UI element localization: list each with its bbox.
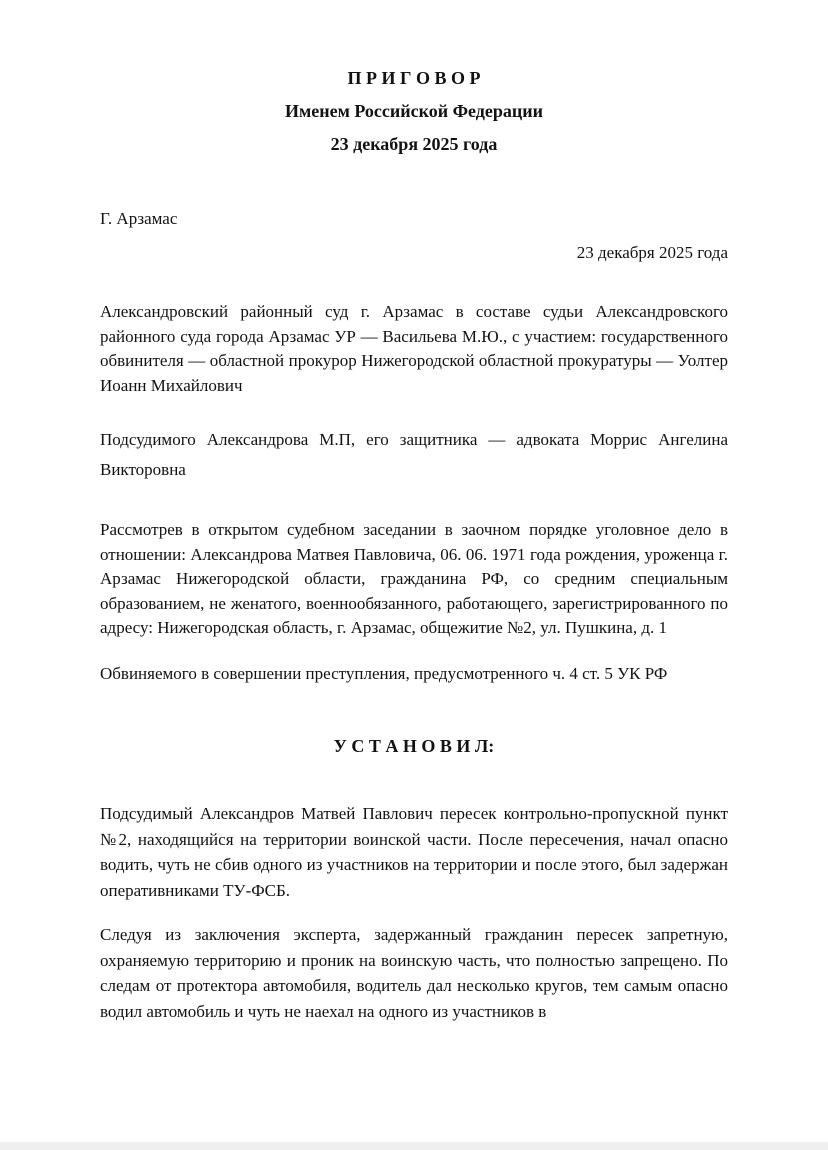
paragraph-facts-2: Следуя из заключения эксперта, задержанный гражданин пересек запретную, охраняемую территорию и проник на воинскую часть, что полностью запрещено. По следам от протектора автомобиля, водитель дал несколько кругов, тем самым опасно водил автомобиль и чуть не наехал на одного из участников в [100, 925, 728, 1021]
city-line: Г. Арзамас [100, 209, 178, 228]
date-line: 23 декабря 2025 года [576, 243, 728, 262]
paragraph-accusation: Обвиняемого в совершении преступления, предусмотренного ч. 4 ст. 5 УК РФ [100, 663, 668, 683]
section-heading-ustanovil: У С Т А Н О В И Л: [333, 736, 495, 756]
paragraph-case-review: Рассмотрев в открытом судебном заседании в заочном порядке уголовное дело в отношении: Александрова Матвея Павловича, 06. 06. 1971 года рождения, уроженца г. Арзамас Нижегородской области, гражданина РФ, со средним специальным образованием, не женатого, военнообязанного, работающего, зарегистрированного по адресу: Нижегородская область, г. Арзамас, общежитие №2, ул. Пушкина, д. 1 [100, 520, 728, 637]
verdict-title: П Р И Г О В О Р [347, 68, 481, 88]
header-date: 23 декабря 2025 года [330, 134, 498, 154]
paragraph-facts-1: Подсудимый Александров Матвей Павлович пересек контрольно-пропускной пункт №2, находящийся на территории воинской части. После пересечения, начал опасно водить, чуть не сбив одного из участников на территории и после этого, был задержан оперативниками ТУ-ФСБ. [100, 804, 728, 900]
paragraph-defendant: Подсудимого Александрова М.П, его защитника — адвоката Моррис Ангелина Викторовна [100, 430, 728, 479]
page-bottom-edge [0, 1142, 828, 1150]
in-the-name-line: Именем Российской Федерации [284, 101, 544, 121]
document-header [100, 62, 728, 161]
paragraph-court-composition: Александровский районный суд г. Арзамас в составе судьи Александровского районного суда города Арзамас УР — Васильева М.Ю., с участием: государственного обвинителя — областной прокурор Нижегородской областной прокуратуры — Уолтер Иоанн Михайлович [100, 302, 728, 395]
